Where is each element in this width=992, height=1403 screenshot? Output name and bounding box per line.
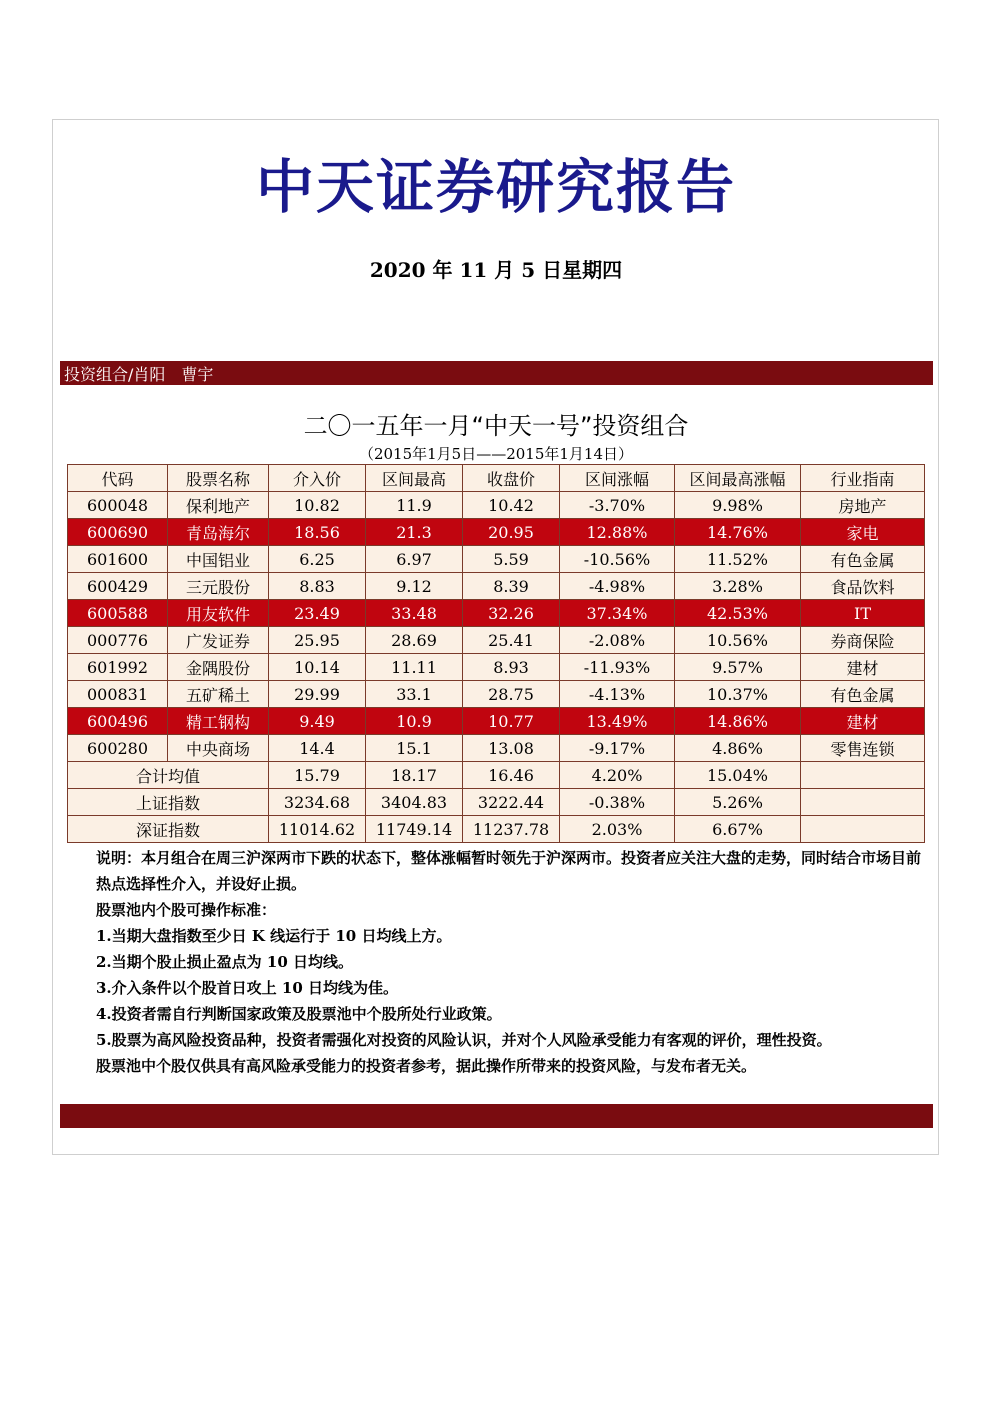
table-cell: -0.38% bbox=[560, 789, 675, 816]
table-cell: 15.79 bbox=[269, 762, 366, 789]
table-cell: 8.83 bbox=[269, 573, 366, 600]
table-cell: 青岛海尔 bbox=[168, 519, 269, 546]
table-cell: -4.13% bbox=[560, 681, 675, 708]
table-cell: 10.37% bbox=[675, 681, 801, 708]
table-cell: 10.82 bbox=[269, 492, 366, 519]
portfolio-table bbox=[67, 464, 925, 843]
table-cell: 600496 bbox=[68, 708, 168, 735]
table-cell: 601992 bbox=[68, 654, 168, 681]
table-cell: 600429 bbox=[68, 573, 168, 600]
table-cell: 用友软件 bbox=[168, 600, 269, 627]
table-cell: 广发证券 bbox=[168, 627, 269, 654]
table-cell: -4.98% bbox=[560, 573, 675, 600]
table-cell: 15.04% bbox=[675, 762, 801, 789]
table-cell: 5.26% bbox=[675, 789, 801, 816]
table-cell: 合计均值 bbox=[68, 762, 269, 789]
table-cell: 14.76% bbox=[675, 519, 801, 546]
table-cell: 600280 bbox=[68, 735, 168, 762]
table-cell: -9.17% bbox=[560, 735, 675, 762]
table-cell: 10.14 bbox=[269, 654, 366, 681]
table-cell: 18.56 bbox=[269, 519, 366, 546]
table-row bbox=[68, 654, 925, 681]
table-cell: 15.1 bbox=[366, 735, 463, 762]
column-header: 区间最高 bbox=[366, 465, 463, 492]
table-row bbox=[68, 600, 925, 627]
table-cell: 5.59 bbox=[463, 546, 560, 573]
table-cell: 14.86% bbox=[675, 708, 801, 735]
table-cell: 6.67% bbox=[675, 816, 801, 843]
table-cell: 3222.44 bbox=[463, 789, 560, 816]
column-header: 收盘价 bbox=[463, 465, 560, 492]
table-cell: 食品饮料 bbox=[801, 573, 925, 600]
table-cell bbox=[801, 816, 925, 843]
table-cell: 上证指数 bbox=[68, 789, 269, 816]
table-cell: 20.95 bbox=[463, 519, 560, 546]
date-range: （2015年1月5日——2015年1月14日） bbox=[358, 445, 634, 463]
table-cell: 3234.68 bbox=[269, 789, 366, 816]
summary-row bbox=[68, 789, 925, 816]
summary-row bbox=[68, 816, 925, 843]
table-cell: 五矿稀土 bbox=[168, 681, 269, 708]
table-cell: 券商保险 bbox=[801, 627, 925, 654]
table-cell: 2.03% bbox=[560, 816, 675, 843]
table-cell: 42.53% bbox=[675, 600, 801, 627]
table-cell: 000831 bbox=[68, 681, 168, 708]
table-cell: 9.49 bbox=[269, 708, 366, 735]
table-cell: 建材 bbox=[801, 654, 925, 681]
table-row bbox=[68, 573, 925, 600]
table-cell: 家电 bbox=[801, 519, 925, 546]
report-date: 2020 年 11 月 5 日星期四 bbox=[369, 258, 623, 282]
table-cell: 零售连锁 bbox=[801, 735, 925, 762]
table-cell: 9.57% bbox=[675, 654, 801, 681]
table-cell: 4.20% bbox=[560, 762, 675, 789]
table-cell: 18.17 bbox=[366, 762, 463, 789]
table-cell: 13.08 bbox=[463, 735, 560, 762]
table-cell: 金隅股份 bbox=[168, 654, 269, 681]
table-cell: 25.41 bbox=[463, 627, 560, 654]
note-paragraph: 3.介入条件以个股首日攻上 10 日均线为佳。 bbox=[96, 979, 398, 997]
table-cell: 4.86% bbox=[675, 735, 801, 762]
table-cell: -2.08% bbox=[560, 627, 675, 654]
column-header: 区间最高涨幅 bbox=[675, 465, 801, 492]
table-cell: 12.88% bbox=[560, 519, 675, 546]
table-cell: IT bbox=[801, 600, 925, 627]
table-cell: 11.52% bbox=[675, 546, 801, 573]
table-cell: 深证指数 bbox=[68, 816, 269, 843]
table-cell: 11237.78 bbox=[463, 816, 560, 843]
table-cell: 33.1 bbox=[366, 681, 463, 708]
note-paragraph: 股票池中个股仅供具有高风险承受能力的投资者参考，据此操作所带来的投资风险，与发布者无关。 bbox=[96, 1057, 757, 1075]
table-cell: 11014.62 bbox=[269, 816, 366, 843]
table-cell: 000776 bbox=[68, 627, 168, 654]
note-paragraph: 2.当期个股止损止盈点为 10 日均线。 bbox=[96, 953, 353, 971]
table-cell: -10.56% bbox=[560, 546, 675, 573]
table-cell: -3.70% bbox=[560, 492, 675, 519]
table-cell: 33.48 bbox=[366, 600, 463, 627]
table-cell: 23.49 bbox=[269, 600, 366, 627]
section-header-label: 投资组合/肖阳 曹宇 bbox=[64, 365, 214, 384]
table-cell: 有色金属 bbox=[801, 546, 925, 573]
table-row bbox=[68, 627, 925, 654]
table-cell: 房地产 bbox=[801, 492, 925, 519]
report-title: 中天证券研究报告 bbox=[255, 153, 736, 221]
table-cell: 8.93 bbox=[463, 654, 560, 681]
note-paragraph: 5.股票为高风险投资品种，投资者需强化对投资的风险认识，并对个人风险承受能力有客观的评价，理性投资。 bbox=[96, 1031, 832, 1049]
table-cell: 28.69 bbox=[366, 627, 463, 654]
table-row bbox=[68, 681, 925, 708]
table-cell: 8.39 bbox=[463, 573, 560, 600]
column-header: 区间涨幅 bbox=[560, 465, 675, 492]
note-paragraph: 说明：本月组合在周三沪深两市下跌的状态下，整体涨幅暂时领先于沪深两市。投资者应关注大盘的走势，同时结合市场目前热点选择性介入，并设好止损。 bbox=[96, 849, 922, 893]
table-cell: 10.9 bbox=[366, 708, 463, 735]
table-cell: -11.93% bbox=[560, 654, 675, 681]
table-cell: 有色金属 bbox=[801, 681, 925, 708]
note-paragraph: 4.投资者需自行判断国家政策及股票池中个股所处行业政策。 bbox=[96, 1005, 502, 1023]
table-cell: 25.95 bbox=[269, 627, 366, 654]
table-row bbox=[68, 546, 925, 573]
table-cell: 6.25 bbox=[269, 546, 366, 573]
table-cell: 11749.14 bbox=[366, 816, 463, 843]
table-cell: 600690 bbox=[68, 519, 168, 546]
table-cell: 29.99 bbox=[269, 681, 366, 708]
table-cell: 10.42 bbox=[463, 492, 560, 519]
table-cell: 6.97 bbox=[366, 546, 463, 573]
table-cell: 中央商场 bbox=[168, 735, 269, 762]
column-header: 介入价 bbox=[269, 465, 366, 492]
table-cell: 9.98% bbox=[675, 492, 801, 519]
table-cell: 精工钢构 bbox=[168, 708, 269, 735]
table-cell: 11.9 bbox=[366, 492, 463, 519]
table-row bbox=[68, 519, 925, 546]
table-cell: 中国铝业 bbox=[168, 546, 269, 573]
table-header-row bbox=[68, 465, 925, 492]
table-cell: 13.49% bbox=[560, 708, 675, 735]
table-cell: 601600 bbox=[68, 546, 168, 573]
table-cell: 三元股份 bbox=[168, 573, 269, 600]
table-cell: 保利地产 bbox=[168, 492, 269, 519]
table-cell: 16.46 bbox=[463, 762, 560, 789]
table-cell: 9.12 bbox=[366, 573, 463, 600]
table-cell: 600048 bbox=[68, 492, 168, 519]
section-header-bar bbox=[60, 361, 933, 385]
table-cell: 32.26 bbox=[463, 600, 560, 627]
portfolio-title: 二〇一五年一月“中天一号”投资组合 bbox=[303, 412, 689, 440]
table-row bbox=[68, 492, 925, 519]
summary-row bbox=[68, 762, 925, 789]
footer-bar bbox=[60, 1104, 933, 1128]
notes-section bbox=[62, 845, 932, 1079]
column-header: 股票名称 bbox=[168, 465, 269, 492]
table-cell: 11.11 bbox=[366, 654, 463, 681]
note-paragraph: 股票池内个股可操作标准： bbox=[96, 901, 277, 919]
table-cell: 28.75 bbox=[463, 681, 560, 708]
table-cell: 600588 bbox=[68, 600, 168, 627]
column-header: 行业指南 bbox=[801, 465, 925, 492]
table-row bbox=[68, 735, 925, 762]
table-cell: 10.77 bbox=[463, 708, 560, 735]
table-cell: 10.56% bbox=[675, 627, 801, 654]
note-paragraph: 1.当期大盘指数至少日 K 线运行于 10 日均线上方。 bbox=[96, 927, 452, 945]
table-cell: 建材 bbox=[801, 708, 925, 735]
table-cell: 21.3 bbox=[366, 519, 463, 546]
table-cell: 14.4 bbox=[269, 735, 366, 762]
table-cell bbox=[801, 762, 925, 789]
table-cell: 3.28% bbox=[675, 573, 801, 600]
table-cell bbox=[801, 789, 925, 816]
table-cell: 3404.83 bbox=[366, 789, 463, 816]
table-row bbox=[68, 708, 925, 735]
column-header: 代码 bbox=[68, 465, 168, 492]
table-cell: 37.34% bbox=[560, 600, 675, 627]
